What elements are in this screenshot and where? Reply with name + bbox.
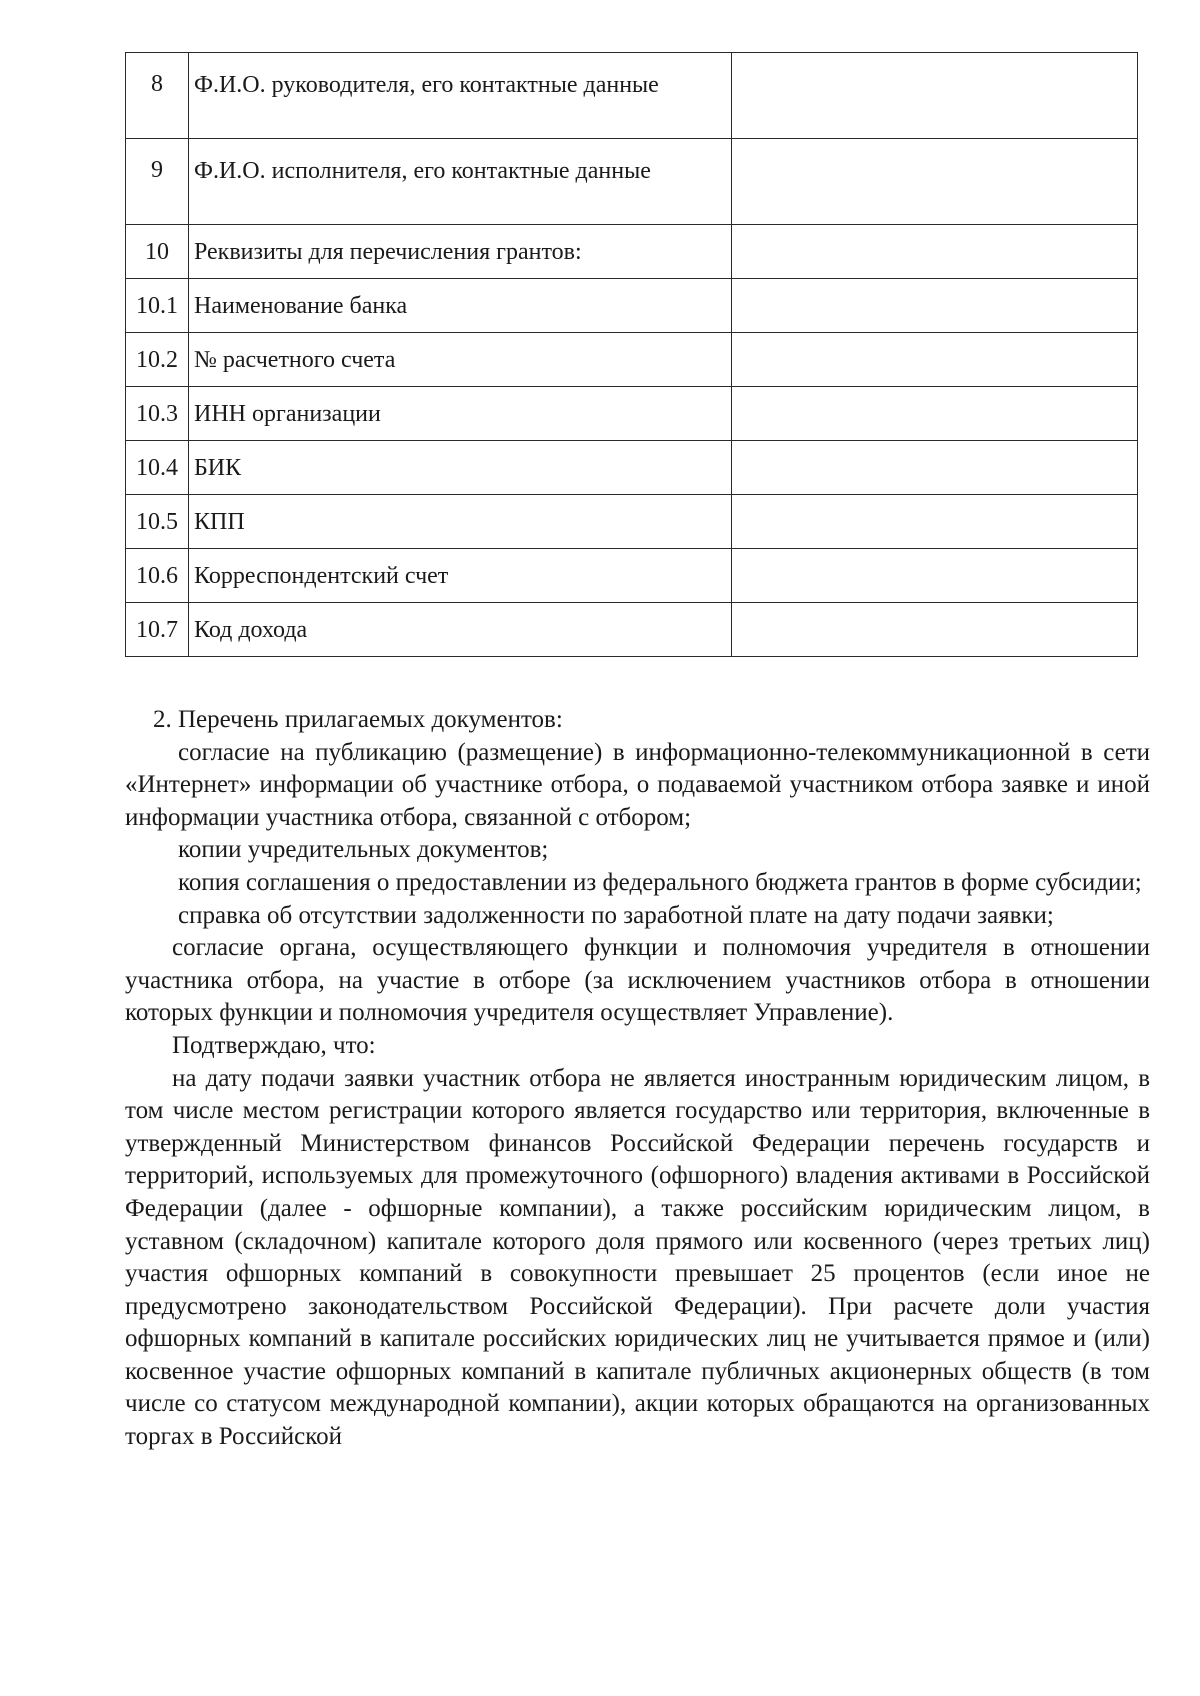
table-row [126,139,1138,225]
table-row [126,495,1138,549]
row-number: 10.3 [126,387,189,441]
row-number: 10.2 [126,333,189,387]
row-label: КПП [189,495,732,549]
document-item: копия соглашения о предоставлении из федерального бюджета грантов в форме субсидии; [178,868,1142,896]
row-number: 10 [126,225,189,279]
document-item: согласие на публикацию (размещение) в информационно-телекоммуникационной в сети «Интернет» информации об участнике отбора, о подаваемой участником отбора заявке и иной информации участника отбора, связанной с отбором; [125,738,1150,831]
row-value [732,333,1138,387]
row-label: Ф.И.О. исполнителя, его контактные данные [189,139,732,225]
section-heading: 2. Перечень прилагаемых документов: [153,706,563,733]
row-value [732,53,1138,139]
row-label: Ф.И.О. руководителя, его контактные данные [189,53,732,139]
row-number: 9 [126,139,189,225]
table-row [126,387,1138,441]
row-value [732,225,1138,279]
table-row [126,549,1138,603]
table-row [126,53,1138,139]
section-2-text [125,704,1150,1454]
document-item: согласие органа, осуществляющего функции и полномочия учредителя в отношении участника отбора, на участие в отборе (за исключением участников отбора в отношении которых функции и полномочия учредителя осуществляет Управление). [125,934,1150,1027]
row-number: 10.5 [126,495,189,549]
row-value [732,387,1138,441]
row-label: Наименование банка [189,279,732,333]
row-value [732,603,1138,657]
row-label: Корреспондентский счет [189,549,732,603]
table-row [126,441,1138,495]
document-item: копии учредительных документов; [178,836,549,864]
document-item: справка об отсутствии задолженности по заработной плате на дату подачи заявки; [178,901,1054,929]
table-row [126,279,1138,333]
row-number: 10.6 [126,549,189,603]
row-label: № расчетного счета [189,333,732,387]
table-row [126,333,1138,387]
requisites-table [125,52,1138,657]
row-label: ИНН организации [189,387,732,441]
row-value [732,139,1138,225]
row-number: 8 [126,53,189,139]
row-label: БИК [189,441,732,495]
row-value [732,495,1138,549]
confirm-label: Подтверждаю, что: [172,1031,376,1059]
table-row [126,603,1138,657]
row-number: 10.1 [126,279,189,333]
table-row [126,225,1138,279]
row-number: 10.4 [126,441,189,495]
row-value [732,279,1138,333]
row-number: 10.7 [126,603,189,657]
row-label: Код дохода [189,603,732,657]
row-value [732,441,1138,495]
row-value [732,549,1138,603]
confirm-paragraph: на дату подачи заявки участник отбора не является иностранным юридическим лицом, в том числе местом регистрации которого является государство или территория, включенные в утвержденный Министерством финансов Российской Федерации перечень государств и территорий, используемых для промежуточного (офшорного) владения активами в Российской Федерации (далее - офшорные компании), а также российским юридическим лицом, в уставном (складочном) капитале которого доля прямого или косвенного (через третьих лиц) участия офшорных компаний в совокупности превышает 25 процентов (если иное не предусмотрено законодательством Российской Федерации). При расчете доли участия офшорных компаний в капитале российских юридических лиц не учитывается прямое и (или) косвенное участие офшорных компаний в капитале публичных акционерных обществ (в том числе со статусом международной компании), акции которых обращаются на организованных торгах в Российской [125,1064,1150,1451]
row-label: Реквизиты для перечисления грантов: [189,225,732,279]
